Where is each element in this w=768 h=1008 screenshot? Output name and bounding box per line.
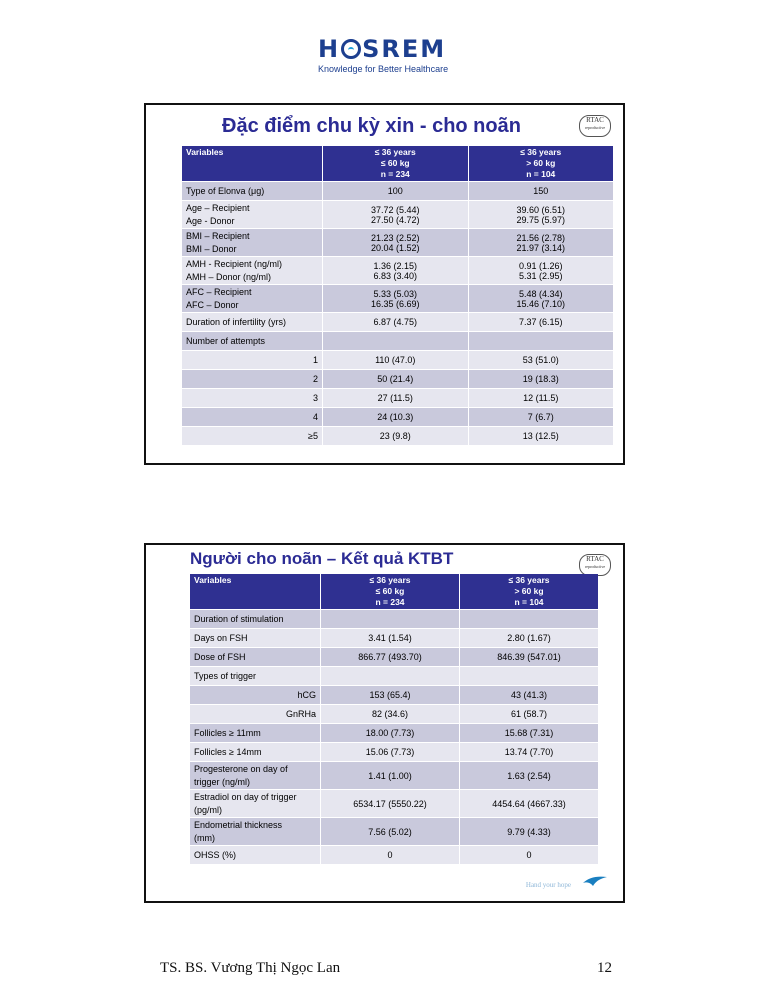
value-text: 82 (34.6): [371, 709, 409, 719]
value-text: 3.41 (1.54): [368, 633, 412, 643]
value-text: 15.06 (7.73): [365, 747, 415, 757]
value-cell: [460, 648, 598, 666]
row-label-cell: [190, 629, 320, 647]
row-label-cell: [182, 332, 322, 350]
value-text: 43 (41.3): [510, 690, 548, 700]
table-row: [190, 724, 598, 742]
value-cell: [323, 370, 468, 388]
slide-1-title: Đặc điểm chu kỳ xin - cho noãn: [222, 115, 521, 137]
row-label-text: BMI – Donor: [186, 243, 237, 254]
value-text: 6534.17 (5550.22): [353, 798, 427, 809]
value-cell: [460, 762, 598, 789]
value-text: 1.41 (1.00): [368, 770, 412, 781]
header-text: n = 104: [526, 169, 556, 179]
value-text: 27.50 (4.72): [370, 214, 420, 225]
value-cell: [469, 370, 614, 388]
row-label-cell: [190, 724, 320, 742]
header-text: ≤ 36 years: [374, 147, 416, 157]
value-cell: [321, 846, 459, 864]
value-cell: [323, 351, 468, 369]
row-label-cell: [182, 351, 322, 369]
row-label-cell: [190, 667, 320, 685]
logo-wordmark: [318, 36, 458, 62]
row-label-text: Endometrial thickness: [194, 820, 283, 830]
row-label-text: ≥5: [308, 430, 318, 441]
column-header-group: [469, 146, 614, 181]
row-label-cell: [182, 408, 322, 426]
value-text: 27 (11.5): [377, 393, 413, 403]
row-label-cell: [182, 427, 322, 445]
row-label-cell: [182, 370, 322, 388]
row-label-cell: [190, 846, 320, 864]
row-label-text: Progesterone on day of: [194, 764, 288, 774]
value-text: 5.48 (4.34): [518, 288, 563, 299]
row-label-cell: [190, 818, 320, 845]
row-label-text: Dose of FSH: [194, 651, 246, 662]
value-text: 13 (12.5): [522, 431, 559, 441]
row-label-cell: [190, 743, 320, 761]
value-cell: [469, 408, 614, 426]
row-label-text: 2: [312, 373, 318, 384]
value-text: 15.68 (7.31): [504, 728, 554, 738]
header-text: > 60 kg: [526, 158, 556, 168]
row-label-cell: [182, 257, 322, 284]
value-text: 24 (10.3): [377, 412, 414, 422]
logo-letter-h: H: [318, 35, 341, 63]
value-text: 0: [387, 850, 393, 860]
value-text: 21.56 (2.78): [516, 232, 566, 243]
value-text: [464, 614, 594, 624]
row-label-text: AMH – Donor (ng/ml): [186, 271, 272, 282]
value-text: 150: [533, 186, 549, 196]
row-label-text: AMH - Recipient (ng/ml): [186, 259, 283, 269]
row-label-text: Estradiol on day of trigger: [194, 792, 297, 802]
table-row: [182, 389, 613, 407]
value-text: 7.56 (5.02): [368, 826, 412, 837]
row-label-text: (mm): [194, 832, 215, 843]
value-text: [325, 614, 455, 624]
value-text: 153 (65.4): [369, 690, 411, 700]
rtac-badge-text: RTAC: [586, 116, 604, 124]
value-text: 39.60 (6.51): [516, 204, 566, 215]
table-row: [182, 408, 613, 426]
row-label-text: Duration of stimulation: [194, 613, 284, 624]
value-text: 16.35 (6.69): [370, 298, 420, 309]
value-cell: [469, 351, 614, 369]
row-label-cell: [190, 610, 320, 628]
value-cell: [469, 229, 614, 256]
value-cell: [469, 257, 614, 284]
header-text: ≤ 60 kg: [375, 586, 405, 596]
row-label-text: Days on FSH: [194, 632, 248, 643]
value-text: 20.04 (1.52): [370, 242, 420, 253]
value-text: 53 (51.0): [522, 355, 559, 365]
row-label-text: OHSS (%): [194, 849, 237, 860]
value-text: 6.83 (3.40): [373, 270, 418, 281]
value-cell: [460, 790, 598, 817]
header-text: Variables: [194, 575, 232, 585]
value-text: 7 (6.7): [527, 412, 554, 422]
table-row: [190, 648, 598, 666]
value-cell: [460, 724, 598, 742]
footer-author: TS. BS. Vương Thị Ngọc Lan: [160, 960, 341, 976]
row-label-text: BMI – Recipient: [186, 231, 250, 241]
value-text: 18.00 (7.73): [365, 728, 415, 738]
rtac-badge-icon: [579, 115, 611, 137]
logo-globe-icon: [341, 39, 361, 59]
rtac-badge-subtext: reproductive: [584, 125, 606, 130]
value-cell: [469, 201, 614, 228]
value-text: 1.36 (2.15): [373, 260, 418, 271]
row-label-text: Follicles ≥ 11mm: [194, 727, 261, 738]
value-text: 7.37 (6.15): [518, 317, 563, 327]
column-header-group: [321, 574, 459, 609]
value-cell: [469, 332, 614, 350]
value-text: 21.97 (3.14): [516, 242, 566, 253]
table-row: [190, 790, 598, 817]
row-label-text: AFC – Recipient: [186, 287, 252, 297]
value-cell: [323, 182, 468, 200]
value-cell: [321, 743, 459, 761]
table-row: [182, 257, 613, 284]
value-text: 5.33 (5.03): [373, 288, 418, 299]
slide-1: [144, 103, 625, 465]
value-text: 15.46 (7.10): [516, 298, 566, 309]
row-label-text: Number of attempts: [186, 335, 266, 346]
row-label-text: hCG: [297, 689, 316, 700]
page-number: 12: [597, 960, 612, 976]
value-cell: [323, 229, 468, 256]
value-cell: [469, 427, 614, 445]
wave-logo-icon: [581, 873, 609, 887]
slide-2-corner-text: Hand your hope: [525, 881, 571, 889]
slide-2-title: Người cho noãn – Kết quả KTBT: [190, 549, 454, 568]
value-cell: [460, 846, 598, 864]
row-label-text: 4: [312, 411, 318, 422]
value-text: 866.77 (493.70): [358, 652, 422, 662]
value-text: 61 (58.7): [510, 709, 548, 719]
value-text: 100: [387, 186, 403, 196]
value-cell: [323, 408, 468, 426]
row-label-text: 3: [312, 392, 318, 403]
row-label-text: Type of Elonva (μg): [186, 185, 265, 196]
table-row: [190, 610, 598, 628]
table-row: [182, 332, 613, 350]
value-cell: [469, 389, 614, 407]
row-label-cell: [190, 648, 320, 666]
row-label-text: 1: [312, 354, 318, 365]
value-cell: [460, 610, 598, 628]
value-cell: [321, 648, 459, 666]
value-text: 12 (11.5): [523, 393, 559, 403]
value-text: 19 (18.3): [522, 374, 559, 384]
value-cell: [323, 313, 468, 331]
value-cell: [460, 743, 598, 761]
table-row: [190, 667, 598, 685]
row-label-text: Duration of infertility (yrs): [186, 316, 287, 327]
table-row: [182, 285, 613, 312]
row-label-cell: [182, 285, 322, 312]
table-row: [182, 370, 613, 388]
value-cell: [323, 285, 468, 312]
logo-letters: SREM: [362, 35, 447, 63]
header-text: ≤ 36 years: [520, 147, 562, 157]
value-text: 9.79 (4.33): [507, 826, 551, 837]
value-cell: [323, 427, 468, 445]
column-header-variables: [182, 146, 322, 181]
header-text: ≤ 36 years: [508, 575, 550, 585]
value-cell: [460, 667, 598, 685]
value-cell: [321, 818, 459, 845]
value-text: 0: [526, 850, 532, 860]
row-label-cell: [182, 229, 322, 256]
value-cell: [469, 285, 614, 312]
table-row: [182, 229, 613, 256]
value-text: 0.91 (1.26): [518, 260, 563, 271]
header-text: ≤ 60 kg: [380, 158, 410, 168]
column-header-variables: [190, 574, 320, 609]
row-label-text: Types of trigger: [194, 670, 257, 681]
value-text: 4454.64 (4667.33): [492, 798, 566, 809]
value-cell: [469, 313, 614, 331]
table-row: [190, 743, 598, 761]
row-label-text: Follicles ≥ 14mm: [194, 746, 262, 757]
value-text: 2.80 (1.67): [507, 633, 551, 643]
column-header-group: [323, 146, 468, 181]
hosrem-logo: [318, 36, 458, 74]
value-text: 5.31 (2.95): [518, 270, 563, 281]
value-cell: [321, 790, 459, 817]
table-row: [190, 846, 598, 864]
row-label-text: GnRHa: [285, 708, 316, 719]
header-text: n = 234: [380, 169, 410, 179]
header-text: Variables: [186, 147, 224, 157]
slide-2: [144, 543, 625, 903]
row-label-text: Age – Recipient: [186, 203, 250, 213]
value-text: 110 (47.0): [375, 355, 416, 365]
value-text: 6.87 (4.75): [373, 317, 418, 327]
row-label-cell: [182, 182, 322, 200]
value-text: [473, 336, 610, 346]
value-text: [327, 336, 464, 346]
slide-1-table: [181, 145, 614, 446]
table-header-row: [190, 574, 598, 609]
value-text: 846.39 (547.01): [497, 652, 561, 662]
slide-2-table: [189, 573, 599, 865]
table-header-row: [182, 146, 613, 181]
table-row: [182, 351, 613, 369]
header-text: n = 234: [375, 597, 405, 607]
value-cell: [323, 257, 468, 284]
table-row: [190, 686, 598, 704]
value-cell: [323, 201, 468, 228]
row-label-text: trigger (ng/ml): [194, 776, 251, 787]
column-header-group: [460, 574, 598, 609]
row-label-text: Age - Donor: [186, 215, 235, 226]
table-row: [190, 762, 598, 789]
value-text: 50 (21.4): [377, 374, 414, 384]
value-text: [325, 671, 455, 681]
value-cell: [321, 629, 459, 647]
value-cell: [460, 686, 598, 704]
table-row: [190, 818, 598, 845]
value-cell: [321, 667, 459, 685]
value-text: 1.63 (2.54): [507, 770, 551, 781]
row-label-cell: [182, 313, 322, 331]
table-row: [182, 182, 613, 200]
value-text: 37.72 (5.44): [370, 204, 420, 215]
value-cell: [323, 389, 468, 407]
value-cell: [323, 332, 468, 350]
row-label-cell: [182, 389, 322, 407]
logo-tagline: Knowledge for Better Healthcare: [318, 64, 449, 74]
value-cell: [321, 724, 459, 742]
header-text: n = 104: [514, 597, 544, 607]
table-row: [182, 427, 613, 445]
rtac-badge-text: RTAC: [586, 555, 604, 563]
value-cell: [321, 762, 459, 789]
row-label-cell: [190, 705, 320, 723]
table-row: [182, 313, 613, 331]
row-label-cell: [190, 790, 320, 817]
header-text: ≤ 36 years: [369, 575, 411, 585]
value-cell: [460, 705, 598, 723]
value-cell: [321, 686, 459, 704]
value-text: 13.74 (7.70): [504, 747, 554, 757]
value-cell: [469, 182, 614, 200]
value-cell: [321, 610, 459, 628]
row-label-text: AFC – Donor: [186, 299, 239, 310]
value-text: [464, 671, 594, 681]
value-cell: [460, 818, 598, 845]
table-row: [190, 705, 598, 723]
value-text: 21.23 (2.52): [370, 232, 420, 243]
rtac-badge-subtext: reproductive: [584, 564, 606, 569]
value-text: 29.75 (5.97): [516, 214, 566, 225]
row-label-cell: [182, 201, 322, 228]
value-text: 23 (9.8): [379, 431, 411, 441]
value-cell: [321, 705, 459, 723]
value-cell: [460, 629, 598, 647]
table-row: [190, 629, 598, 647]
table-row: [182, 201, 613, 228]
row-label-text: (pg/ml): [194, 804, 223, 815]
row-label-cell: [190, 762, 320, 789]
row-label-cell: [190, 686, 320, 704]
header-text: > 60 kg: [514, 586, 544, 596]
